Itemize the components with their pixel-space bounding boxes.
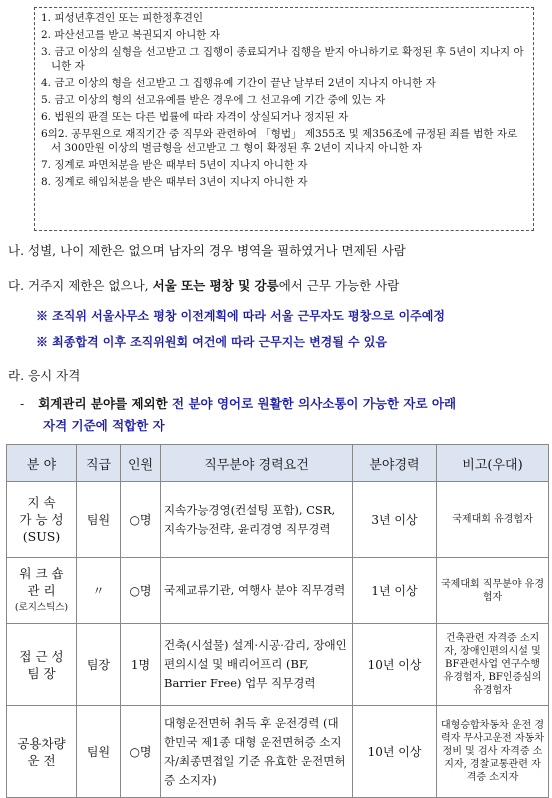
section-da-text	[8, 276, 399, 294]
disqualification-item: 3. 금고 이상의 실형을 선고받고 그 집행이 종료되거나 집행을 받지 아니하기로 확정된 후 5년이 지나지 아니한 자	[41, 46, 524, 72]
cell-field	[7, 706, 77, 798]
section-ra-heading: 라. 응시 자격	[8, 368, 81, 383]
cell-preference: 국제대회 유경험자	[437, 482, 549, 558]
cell-experience: 10년 이상	[353, 706, 437, 798]
header-preference: 비고(우대)	[437, 445, 549, 482]
qualification-line-1	[20, 394, 456, 412]
cell-requirement: 국제교류기관, 여행사 분야 직무경력	[161, 558, 353, 624]
header-requirement: 직무분야 경력요건	[161, 445, 353, 482]
field-line: 가 능 성	[19, 512, 64, 527]
cell-preference: 대형승합차동차 운전 경력자 무사고운전 자동차정비 및 검사 자격증 소지자, 경찰교통관련 자격증 소지자	[437, 706, 549, 798]
disqualification-item: 1. 피성년후견인 또는 피한정후견인	[41, 12, 204, 24]
disqualification-box	[34, 7, 534, 231]
table-header-row	[7, 445, 549, 482]
header-position: 직급	[77, 445, 121, 482]
header-experience: 분야경력	[353, 445, 437, 482]
cell-position: 팀장	[77, 624, 121, 706]
cell-experience: 1년 이상	[353, 558, 437, 624]
qualification-blue-1: 전 분야 영어로 원활한 의사소통이 가능한 자로 아래	[172, 396, 457, 411]
field-line: 관 리	[27, 583, 56, 598]
cell-count: ○명	[121, 706, 161, 798]
disqualification-item: 2. 파산선고를 받고 복권되지 아니한 자	[41, 29, 220, 41]
disqualification-item: 6. 법원의 판결 또는 다른 법률에 따라 자격이 상실되거나 정지된 자	[41, 111, 349, 123]
cell-count: ○명	[121, 558, 161, 624]
cell-field	[7, 558, 77, 624]
cell-position: 〃	[77, 558, 121, 624]
field-line: 접 근 성	[19, 648, 64, 664]
field-line-small: (로지스틱스)	[14, 602, 69, 613]
field-line: 팀 장	[27, 665, 56, 681]
disqualification-item: 5. 금고 이상의 형의 선고유예를 받은 경우에 그 선고유예 기간 중에 있는 자	[41, 94, 386, 106]
cell-count: 1명	[121, 624, 161, 706]
cell-preference: 건축관련 자격증 소지자, 장애인편의시설 및 BF관련사업 연구수행 유경험자, BF인증심의 유경험자	[437, 624, 549, 706]
cell-field	[7, 624, 77, 706]
note-workplace-change: ※ 최종합격 이후 조직위원회 여건에 따라 근무지는 변경될 수 있음	[36, 335, 387, 349]
disqualification-item: 8. 징계로 해임처분을 받은 때부터 3년이 지나지 아니한 자	[41, 176, 308, 188]
cell-requirement: 대형운전면허 취득 후 운전경력 (대한민국 제1종 대형 운전면허증 소지자/최종면접일 기준 유효한 운전면허증 소지자)	[161, 706, 353, 798]
qualification-bold: 회계관리 분야를 제외한	[38, 396, 173, 411]
disqualification-item: 4. 금고 이상의 형을 선고받고 그 집행유예 기간이 끝난 날부터 2년이 지나지 아니한 자	[41, 77, 436, 89]
disqualification-item: 7. 징계로 파면처분을 받은 때부터 5년이 지나지 아니한 자	[41, 159, 308, 171]
cell-count: ○명	[121, 482, 161, 558]
field-line: 워 크 숍	[19, 566, 64, 581]
table-row	[7, 624, 549, 706]
qualification-blue-2: 자격 기준에 적합한 자	[43, 418, 165, 433]
cell-requirement: 지속가능경영(컨설팅 포함), CSR, 지속가능전략, 윤리경영 직무경력	[161, 482, 353, 558]
cell-position: 팀원	[77, 706, 121, 798]
field-line: 지 속	[27, 495, 56, 510]
cell-experience: 10년 이상	[353, 624, 437, 706]
field-line: (SUS)	[22, 529, 61, 544]
table-row	[7, 558, 549, 624]
table-row	[7, 706, 549, 798]
cell-requirement: 건축(시설물) 설계·시공·감리, 장애인 편의시설 및 배리어프리 (BF, Barrier Free) 업무 직무경력	[161, 624, 353, 706]
section-na-text: 나. 성별, 나이 제한은 없으며 남자의 경우 병역을 필하였거나 면제된 사람	[8, 243, 406, 258]
header-count: 인원	[121, 445, 161, 482]
header-field: 분 야	[7, 445, 77, 482]
table-row	[7, 482, 549, 558]
section-da-suffix: 에서 근무 가능한 사람	[278, 278, 400, 293]
field-line: 공용차량	[17, 735, 66, 751]
qualification-table	[6, 444, 549, 798]
section-da-prefix: 다. 거주지 제한은 없으나,	[8, 278, 153, 293]
cell-field	[7, 482, 77, 558]
disqualification-item: 6의2. 공무원으로 재직기간 중 직무와 관련하여 「형법」 제355조 및 제356조에 규정된 죄를 범한 자로서 300만원 이상의 벌금형을 선고받고 그 형이 확정된 후 2년이 지나지 아니한 자	[41, 128, 518, 154]
dash-bullet: -	[20, 396, 25, 411]
cell-experience: 3년 이상	[353, 482, 437, 558]
cell-preference: 국제대회 직무분야 유경험자	[437, 558, 549, 624]
note-relocation: ※ 조직위 서울사무소 평창 이전계획에 따라 서울 근무자도 평창으로 이주예정	[36, 309, 445, 323]
field-line: 운 전	[27, 752, 56, 768]
section-da-location: 서울 또는 평창 및 강릉	[152, 278, 279, 293]
cell-position: 팀원	[77, 482, 121, 558]
